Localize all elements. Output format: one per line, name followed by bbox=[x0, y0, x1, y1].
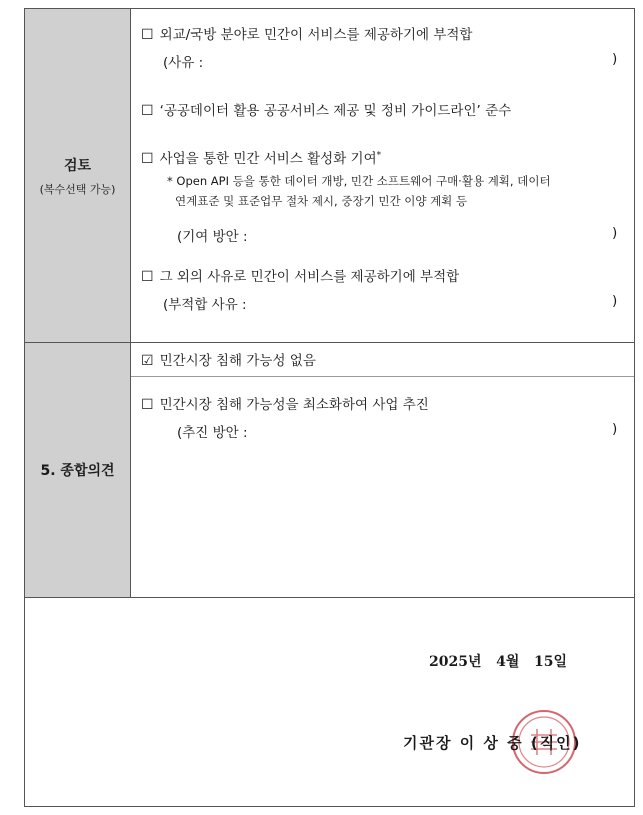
review-item-4 bbox=[141, 265, 459, 285]
checkbox-unchecked[interactable]: ☐ bbox=[141, 397, 154, 413]
review-label: 검토 bbox=[63, 157, 92, 174]
close-paren: ) bbox=[612, 225, 618, 241]
opinion-item-2 bbox=[141, 393, 429, 413]
close-paren: ) bbox=[612, 293, 618, 309]
footnote-star: * bbox=[376, 150, 382, 161]
opinion-label: 5. 종합의견 bbox=[40, 463, 115, 479]
review-item-1 bbox=[141, 23, 472, 43]
close-paren: ) bbox=[612, 421, 618, 437]
review-item-3-text: 사업을 통한 민간 서비스 활성화 기여 bbox=[159, 151, 377, 167]
opinion-item-divider bbox=[131, 376, 634, 377]
review-item-2 bbox=[141, 99, 511, 119]
opinion-label-cell bbox=[25, 343, 131, 597]
checkbox-unchecked[interactable]: ☐ bbox=[141, 269, 154, 285]
checkbox-unchecked[interactable]: ☐ bbox=[141, 27, 154, 43]
review-item-3 bbox=[141, 147, 381, 167]
checkbox-unchecked[interactable]: ☐ bbox=[141, 151, 154, 167]
section-divider bbox=[25, 597, 634, 598]
review-sublabel: (복수선택 가능) bbox=[39, 182, 116, 196]
opinion-item-2-text: 민간시장 침해 가능성을 최소화하여 사업 추진 bbox=[159, 397, 429, 413]
issue-date: 2025년 4월 15일 bbox=[429, 654, 568, 670]
opinion-item-1 bbox=[141, 349, 316, 369]
review-item-2-text: ‘공공데이터 활용 공공서비스 제공 및 정비 가이드라인’ 준수 bbox=[159, 103, 512, 119]
review-item-4-detail: (부적합 사유 : bbox=[163, 297, 247, 313]
close-paren: ) bbox=[612, 51, 618, 67]
review-item-1-detail: (사유 : bbox=[163, 55, 204, 71]
review-item-3-note-1: * Open API 등을 통한 데이터 개방, 민간 소프트웨어 구매·활용 계획, 데이터 bbox=[167, 174, 551, 188]
checkbox-checked[interactable]: ☑ bbox=[141, 353, 154, 369]
review-item-1-text: 외교/국방 분야로 민간이 서비스를 제공하기에 부적합 bbox=[159, 27, 473, 43]
form-frame bbox=[24, 8, 635, 807]
review-item-4-text: 그 외의 사유로 민간이 서비스를 제공하기에 부적합 bbox=[159, 269, 460, 285]
opinion-item-2-detail: (추진 방안 : bbox=[177, 425, 248, 441]
signature-line: 기관장 이 상 중 (직인) bbox=[403, 734, 582, 752]
review-item-3-detail: (기여 방안 : bbox=[177, 229, 248, 245]
checkbox-unchecked[interactable]: ☐ bbox=[141, 103, 154, 119]
review-label-cell bbox=[25, 9, 131, 342]
review-item-3-note-2: 연계표준 및 표준업무 절차 제시, 중장기 민간 이양 계획 등 bbox=[175, 194, 468, 208]
opinion-item-1-text: 민간시장 침해 가능성 없음 bbox=[159, 353, 316, 369]
